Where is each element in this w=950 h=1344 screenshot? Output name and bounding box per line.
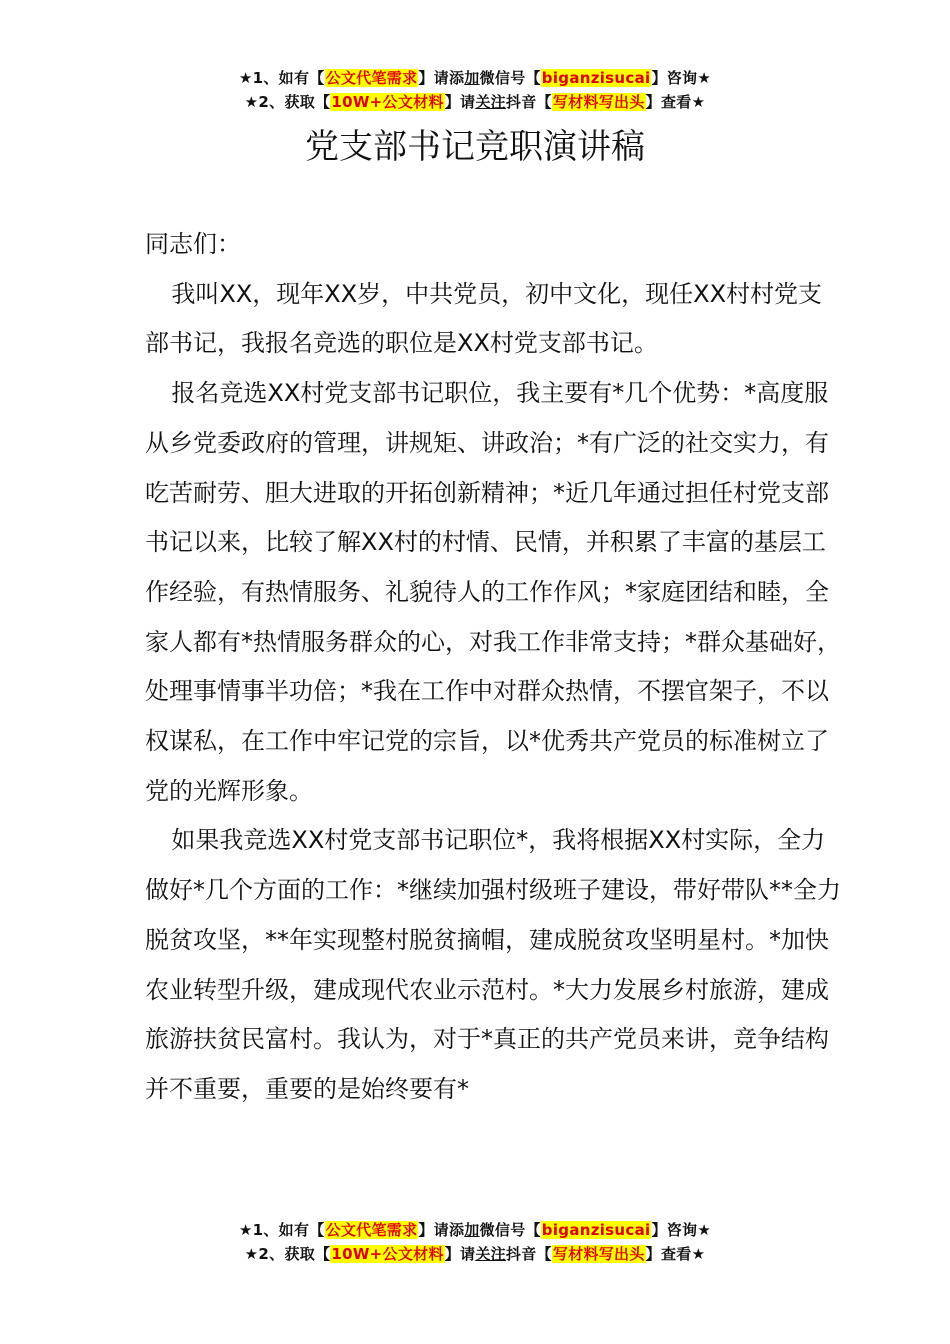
- bottom-promo-banner: [0, 1218, 950, 1266]
- promo-text: 】查看★: [645, 1245, 706, 1263]
- promo-text: 微信号【: [479, 1221, 541, 1239]
- promo-underlined: 加: [464, 69, 480, 87]
- promo-line-2: [0, 1242, 950, 1266]
- promo-text: 抖音【: [505, 93, 552, 111]
- paragraph: 如果我竞选XX村党支部书记职位*，我将根据XX村实际，全力做好*几个方面的工作：*继续加强村级班子建设，带好带队**全力脱贫攻坚，**年实现整村脱贫摘帽，建成脱贫攻坚明星村。*加快农业转型升级，建成现代农业示范村。*大力发展乡村旅游，建成旅游扶贫民富村。我认为，对于*真正的共产党员来讲，竞争结构并不重要，重要的是始终要有*: [145, 826, 841, 1103]
- promo-text: ★1、如有【: [238, 1221, 325, 1239]
- greeting: 同志们：: [145, 230, 241, 258]
- promo-text: 】请添: [418, 1221, 465, 1239]
- promo-highlight: 公文代笔需求: [325, 69, 418, 87]
- promo-text: 抖音【: [505, 1245, 552, 1263]
- promo-text: 】查看★: [645, 93, 706, 111]
- document-body: [145, 220, 845, 1115]
- promo-text: 】请添: [418, 69, 465, 87]
- promo-text: 】请: [444, 93, 476, 111]
- promo-underlined: 加: [464, 1221, 480, 1239]
- promo-text: 】请: [444, 1245, 476, 1263]
- paragraph: 我叫XX，现年XX岁，中共党员，初中文化，现任XX村村党支部书记，我报名竞选的职位是XX村党支部书记。: [145, 279, 823, 358]
- promo-line-1: [0, 1218, 950, 1242]
- promo-highlight: 10W+公文材料: [331, 1245, 444, 1263]
- promo-text: ★2、获取【: [244, 93, 331, 111]
- promo-text: ★1、如有【: [238, 69, 325, 87]
- promo-text: 微信号【: [479, 69, 541, 87]
- top-promo-banner: [0, 66, 950, 114]
- promo-underlined: 关注: [475, 1245, 506, 1263]
- promo-underlined: 关注: [475, 93, 506, 111]
- promo-highlight: 写材料写出头: [552, 93, 645, 111]
- promo-highlight: 10W+公文材料: [331, 93, 444, 111]
- promo-text: ★2、获取【: [244, 1245, 331, 1263]
- promo-line-2: [0, 90, 950, 114]
- promo-wechat-id: biganzisucai: [541, 1221, 651, 1239]
- document-title: 党支部书记竞职演讲稿: [305, 127, 645, 167]
- promo-highlight: 写材料写出头: [552, 1245, 645, 1263]
- paragraph: 报名竞选XX村党支部书记职位，我主要有*几个优势：*高度服从乡党委政府的管理，讲规矩、讲政治；*有广泛的社交实力，有吃苦耐劳、胆大进取的开拓创新精神；*近几年通过担任村党支部书记以来，比较了解XX村的村情、民情，并积累了丰富的基层工作经验，有热情服务、礼貌待人的工作作风；*家庭团结和睦，全家人都有*热情服务群众的心，对我工作非常支持；*群众基础好，处理事情事半功倍；*我在工作中对群众热情，不摆官架子，不以权谋私，在工作中牢记党的宗旨，以*优秀共产党员的标准树立了党的光辉形象。: [145, 379, 841, 805]
- promo-text: 】咨询★: [651, 1221, 712, 1239]
- promo-wechat-id: biganzisucai: [541, 69, 651, 87]
- promo-line-1: [0, 66, 950, 90]
- promo-highlight: 公文代笔需求: [325, 1221, 418, 1239]
- promo-text: 】咨询★: [651, 69, 712, 87]
